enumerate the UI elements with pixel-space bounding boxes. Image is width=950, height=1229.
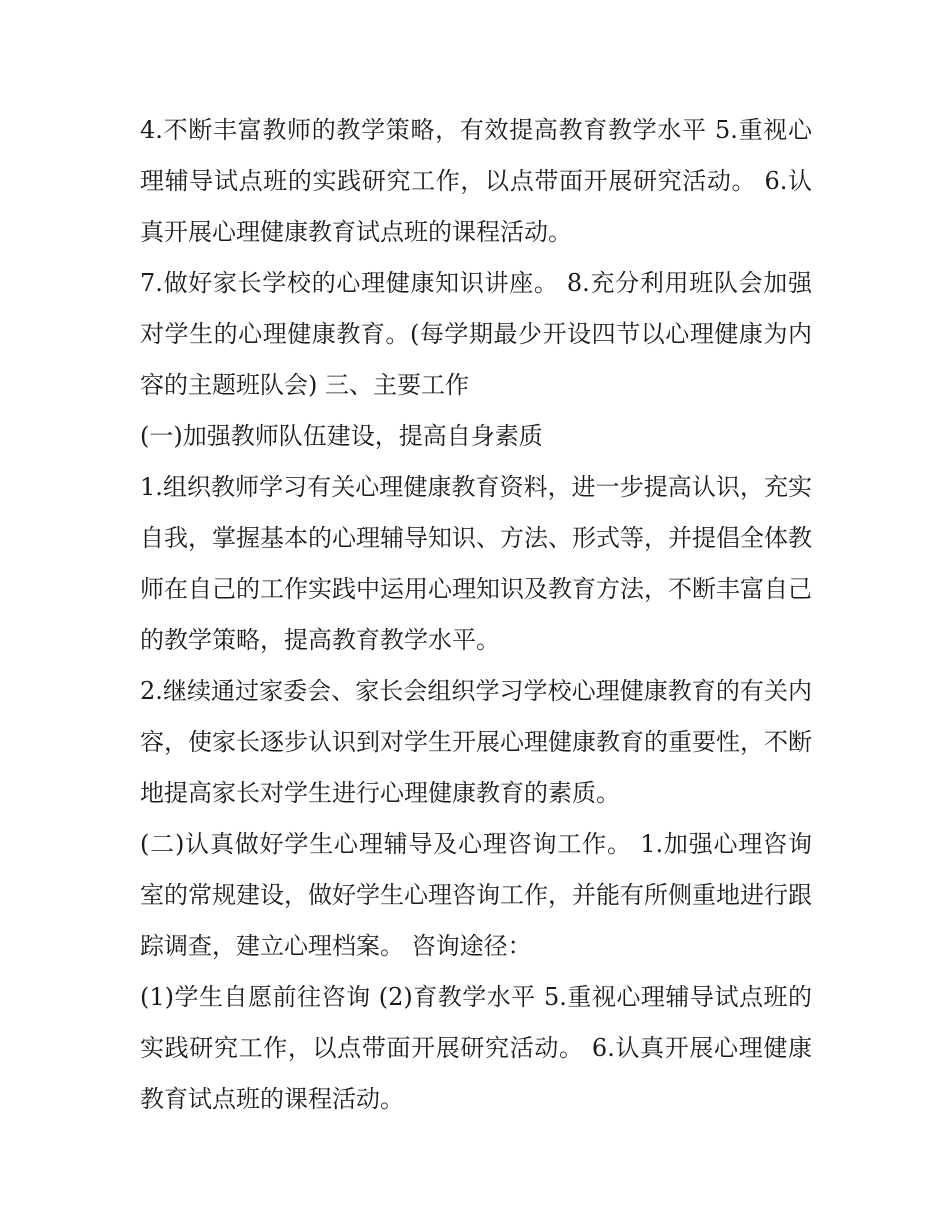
paragraph-7: (1)学生自愿前往咨询 (2)育教学水平 5.重视心理辅导试点班的实践研究工作，以点带面开展研究活动。 6.认真开展心理健康教育试点班的课程活动。 xyxy=(140,983,812,1113)
paragraph-1: 4.不断丰富教师的教学策略，有效提高教育教学水平 5.重视心理辅导试点班的实践研究工作，以点带面开展研究活动。 6.认真开展心理健康教育试点班的课程活动。 xyxy=(140,116,812,246)
paragraph-6: (二)认真做好学生心理辅导及心理咨询工作。 1.加强心理咨询室的常规建设，做好学生心理咨询工作，并能有所侧重地进行跟踪调查，建立心理档案。 咨询途径： xyxy=(140,830,812,960)
document-body xyxy=(140,105,812,1125)
paragraph-4: 1.组织教师学习有关心理健康教育资料，进一步提高认识，充实自我，掌握基本的心理辅导知识、方法、形式等，并提倡全体教师在自己的工作实践中运用心理知识及教育方法，不断丰富自己的教学策略，提高教育教学水平。 xyxy=(140,473,812,654)
paragraph-2: 7.做好家长学校的心理健康知识讲座。 8.充分利用班队会加强对学生的心理健康教育。(每学期最少开设四节以心理健康为内容的主题班队会) 三、主要工作 xyxy=(140,269,812,399)
paragraph-3: (一)加强教师队伍建设，提高自身素质 xyxy=(140,422,543,450)
paragraph-5: 2.继续通过家委会、家长会组织学习学校心理健康教育的有关内容，使家长逐步认识到对学生开展心理健康教育的重要性，不断地提高家长对学生进行心理健康教育的素质。 xyxy=(140,677,812,807)
